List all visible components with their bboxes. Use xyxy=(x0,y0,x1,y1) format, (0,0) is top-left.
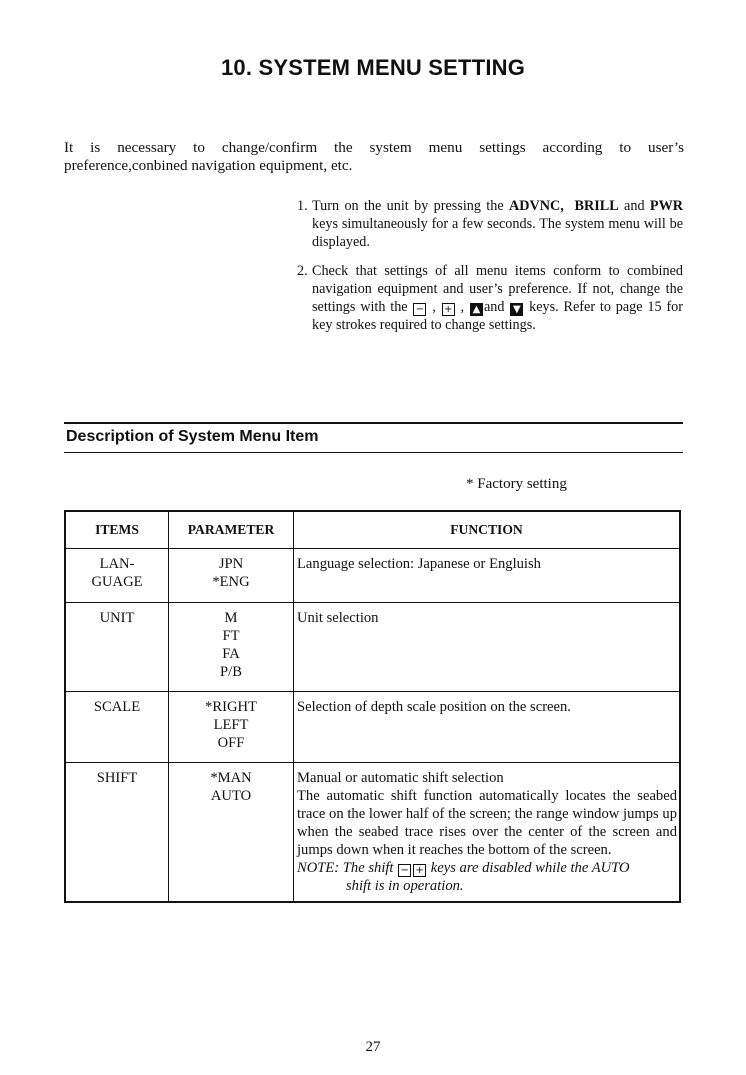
item-label: SHIFT xyxy=(96,770,138,786)
function-cell: Selection of depth scale position on the screen. xyxy=(294,692,681,763)
note-text: NOTE: The shift xyxy=(297,860,398,876)
note-text: shift is in operation. xyxy=(346,878,464,894)
down-arrow-key-icon: ▼ xyxy=(510,303,523,316)
parameter-value: OFF xyxy=(217,735,245,751)
key-pwr: PWR xyxy=(649,198,684,214)
key-brill: BRILL xyxy=(574,198,619,214)
step-1 xyxy=(297,197,683,251)
function-text: The automatic shift function automatically locates the seabed trace on the lower half of the screen; the range window jumps up when the seabed trace rises over the center of the screen and jumps down when it reaches the bottom of the screen. xyxy=(297,788,677,858)
item-label: LAN- xyxy=(99,556,135,572)
procedure-steps xyxy=(297,197,683,334)
parameter-cell xyxy=(169,763,294,903)
parameter-value: JPN xyxy=(218,556,244,572)
item-label: UNIT xyxy=(99,610,135,626)
page-number: 27 xyxy=(365,1039,381,1055)
section-rule-bottom xyxy=(64,452,683,453)
parameter-value: FT xyxy=(222,628,240,644)
minus-key-icon: − xyxy=(398,864,411,877)
note-line xyxy=(297,859,677,877)
header-items: ITEMS xyxy=(65,511,169,549)
step-2 xyxy=(297,262,683,334)
table-row-language xyxy=(65,549,680,603)
step-text: keys. Refer to page 15 for key strokes required to change settings. xyxy=(312,299,683,333)
item-label: GUAGE xyxy=(91,574,143,590)
section-rule-top xyxy=(64,422,683,424)
step-text: Check that settings of all menu items conform to combined navigation equipment and user’s preference. If not, change the settings with the xyxy=(312,263,683,315)
intro-line-2: preference,conbined navigation equipment, etc. xyxy=(64,157,353,174)
step-number: 2. xyxy=(297,263,308,279)
item-cell xyxy=(65,603,169,692)
function-text: Manual or automatic shift selection xyxy=(297,770,504,786)
step-text: and xyxy=(618,198,645,214)
parameter-value: P/B xyxy=(220,664,242,680)
key-advnc: ADVNC, xyxy=(509,198,564,214)
note-text: keys are disabled while the AUTO xyxy=(427,860,630,876)
intro-line-1: It is necessary to change/confirm the system menu settings according to user’s xyxy=(64,139,684,156)
parameter-cell xyxy=(169,603,294,692)
page-title: 10. SYSTEM MENU SETTING xyxy=(220,55,526,80)
table-row-shift xyxy=(65,763,680,903)
table-row-scale xyxy=(65,692,680,763)
header-function: FUNCTION xyxy=(294,511,681,549)
plus-key-icon: + xyxy=(442,303,455,316)
parameter-cell xyxy=(169,692,294,763)
parameter-value: *MAN xyxy=(210,770,252,786)
parameter-cell xyxy=(169,549,294,603)
separator: , xyxy=(427,299,441,315)
parameter-value: *RIGHT xyxy=(205,699,257,715)
item-cell xyxy=(65,692,169,763)
separator: , xyxy=(455,299,469,315)
function-cell xyxy=(294,763,681,903)
factory-setting-note: * Factory setting xyxy=(466,476,567,492)
item-cell xyxy=(65,763,169,903)
parameter-value: FA xyxy=(222,646,240,662)
up-arrow-key-icon: ▲ xyxy=(470,303,483,316)
item-cell xyxy=(65,549,169,603)
table-row-unit xyxy=(65,603,680,692)
parameter-value: *ENG xyxy=(212,574,250,590)
table-header-row xyxy=(65,511,680,549)
parameter-value: M xyxy=(224,610,238,626)
item-label: SCALE xyxy=(93,699,141,715)
function-cell: Unit selection xyxy=(294,603,681,692)
section-heading: Description of System Menu Item xyxy=(66,428,319,445)
and-text: and xyxy=(483,299,510,315)
intro-paragraph xyxy=(64,139,684,175)
plus-key-icon: + xyxy=(413,864,426,877)
minus-key-icon: − xyxy=(413,303,426,316)
header-parameter: PARAMETER xyxy=(169,511,294,549)
step-text: Turn on the unit by pressing the xyxy=(312,198,510,214)
parameter-value: LEFT xyxy=(213,717,249,733)
step-text: keys simultaneously for a few seconds. The system menu will be displayed. xyxy=(312,216,683,250)
parameter-value: AUTO xyxy=(210,788,252,804)
step-number: 1. xyxy=(297,198,308,214)
function-cell: Language selection: Japanese or Engluish xyxy=(294,549,681,603)
system-menu-table xyxy=(64,510,681,903)
